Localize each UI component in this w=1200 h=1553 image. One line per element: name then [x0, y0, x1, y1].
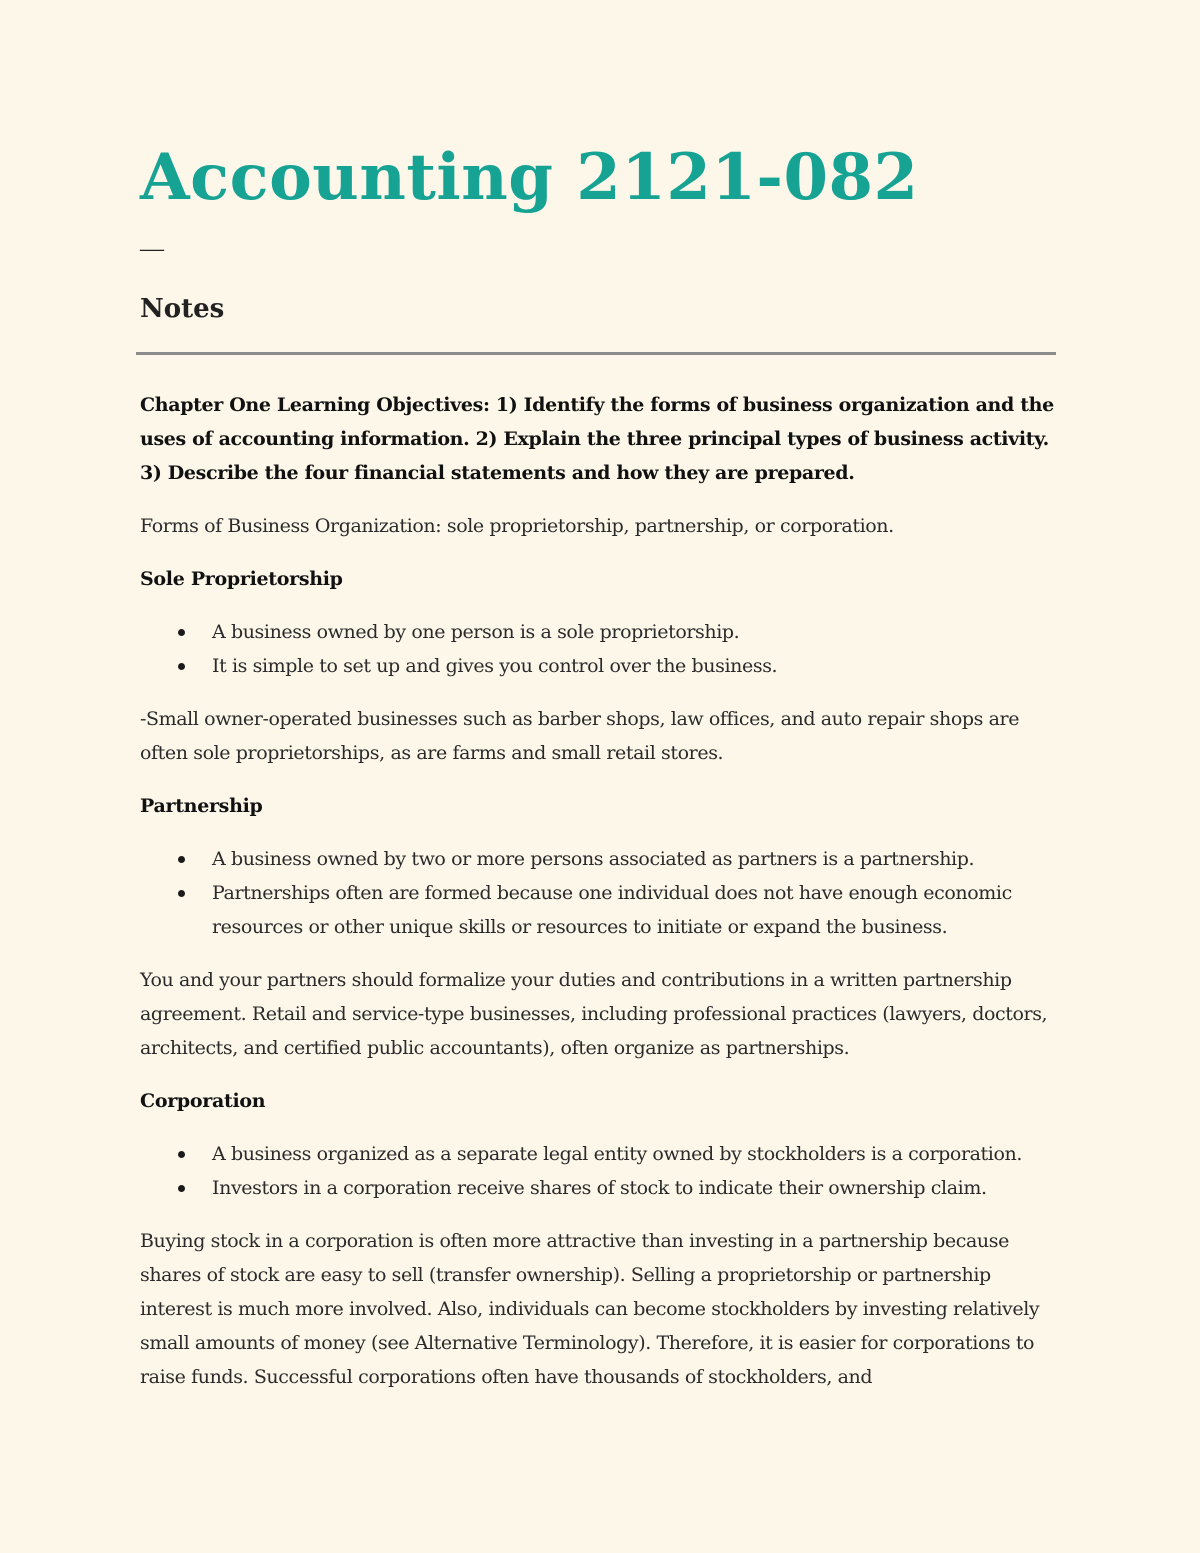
learning-objectives: Chapter One Learning Objectives: 1) Identify the forms of business organization and the uses of accounting information. 2) Explain the three principal types of business activity. 3) Describe the four financial statements and how they are prepared.: [140, 394, 1054, 484]
document-body: [140, 388, 1055, 1413]
list-item: [212, 649, 1055, 683]
bullet-icon: [178, 1185, 185, 1192]
corporation-paragraph: Buying stock in a corporation is often more attractive than investing in a partnership because shares of stock are easy to sell (transfer ownership). Selling a proprietorship or partnership interest is much more involved. Also, individuals can become stockholders by investing relatively small amounts of money (see Alternative Terminology). Therefore, it is easier for corporations to raise funds. Successful corporations often have thousands of stockholders, and: [140, 1230, 1040, 1388]
bullet-list-corporation: [140, 1137, 1055, 1205]
list-item: [212, 842, 1055, 876]
list-item-text: Investors in a corporation receive shares of stock to indicate their ownership claim.: [212, 1177, 987, 1199]
bullet-icon: [178, 890, 185, 897]
list-item-text: A business owned by one person is a sole proprietorship.: [212, 621, 740, 643]
bullet-icon: [178, 856, 185, 863]
forms-intro-paragraph: Forms of Business Organization: sole proprietorship, partnership, or corporation.: [140, 515, 894, 537]
bullet-icon: [178, 1151, 185, 1158]
bullet-list-sole-proprietorship: [140, 615, 1055, 683]
list-item: [212, 1171, 1055, 1205]
bullet-icon: [178, 629, 185, 636]
partnership-paragraph: You and your partners should formalize your duties and contributions in a written partnership agreement. Retail and service-type businesses, including professional practices (lawyers, doctors, architects, and certified public accountants), often organize as partnerships.: [140, 969, 1048, 1059]
list-item: [212, 615, 1055, 649]
list-item: [212, 876, 1055, 944]
document-subtitle: Notes: [140, 294, 225, 324]
bullet-list-partnership: [140, 842, 1055, 944]
sole-proprietorship-paragraph: -Small owner-operated businesses such as barber shops, law offices, and auto repair shops are often sole proprietorships, as are farms and small retail stores.: [140, 708, 1020, 764]
list-item-text: It is simple to set up and gives you control over the business.: [212, 655, 778, 677]
list-item-text: Partnerships often are formed because one individual does not have enough economic resources or other unique skills or resources to initiate or expand the business.: [212, 882, 1012, 938]
document-title: Accounting 2121-082: [140, 140, 919, 215]
list-item-text: A business owned by two or more persons associated as partners is a partnership.: [212, 848, 975, 870]
list-item-text: A business organized as a separate legal entity owned by stockholders is a corporation.: [212, 1143, 1022, 1165]
bullet-icon: [178, 663, 185, 670]
horizontal-rule: [136, 352, 1056, 355]
list-item: [212, 1137, 1055, 1171]
section-heading-corporation: Corporation: [140, 1090, 266, 1112]
section-heading-partnership: Partnership: [140, 795, 263, 817]
section-heading-sole-proprietorship: Sole Proprietorship: [140, 568, 343, 590]
title-dash: —: [140, 236, 164, 262]
